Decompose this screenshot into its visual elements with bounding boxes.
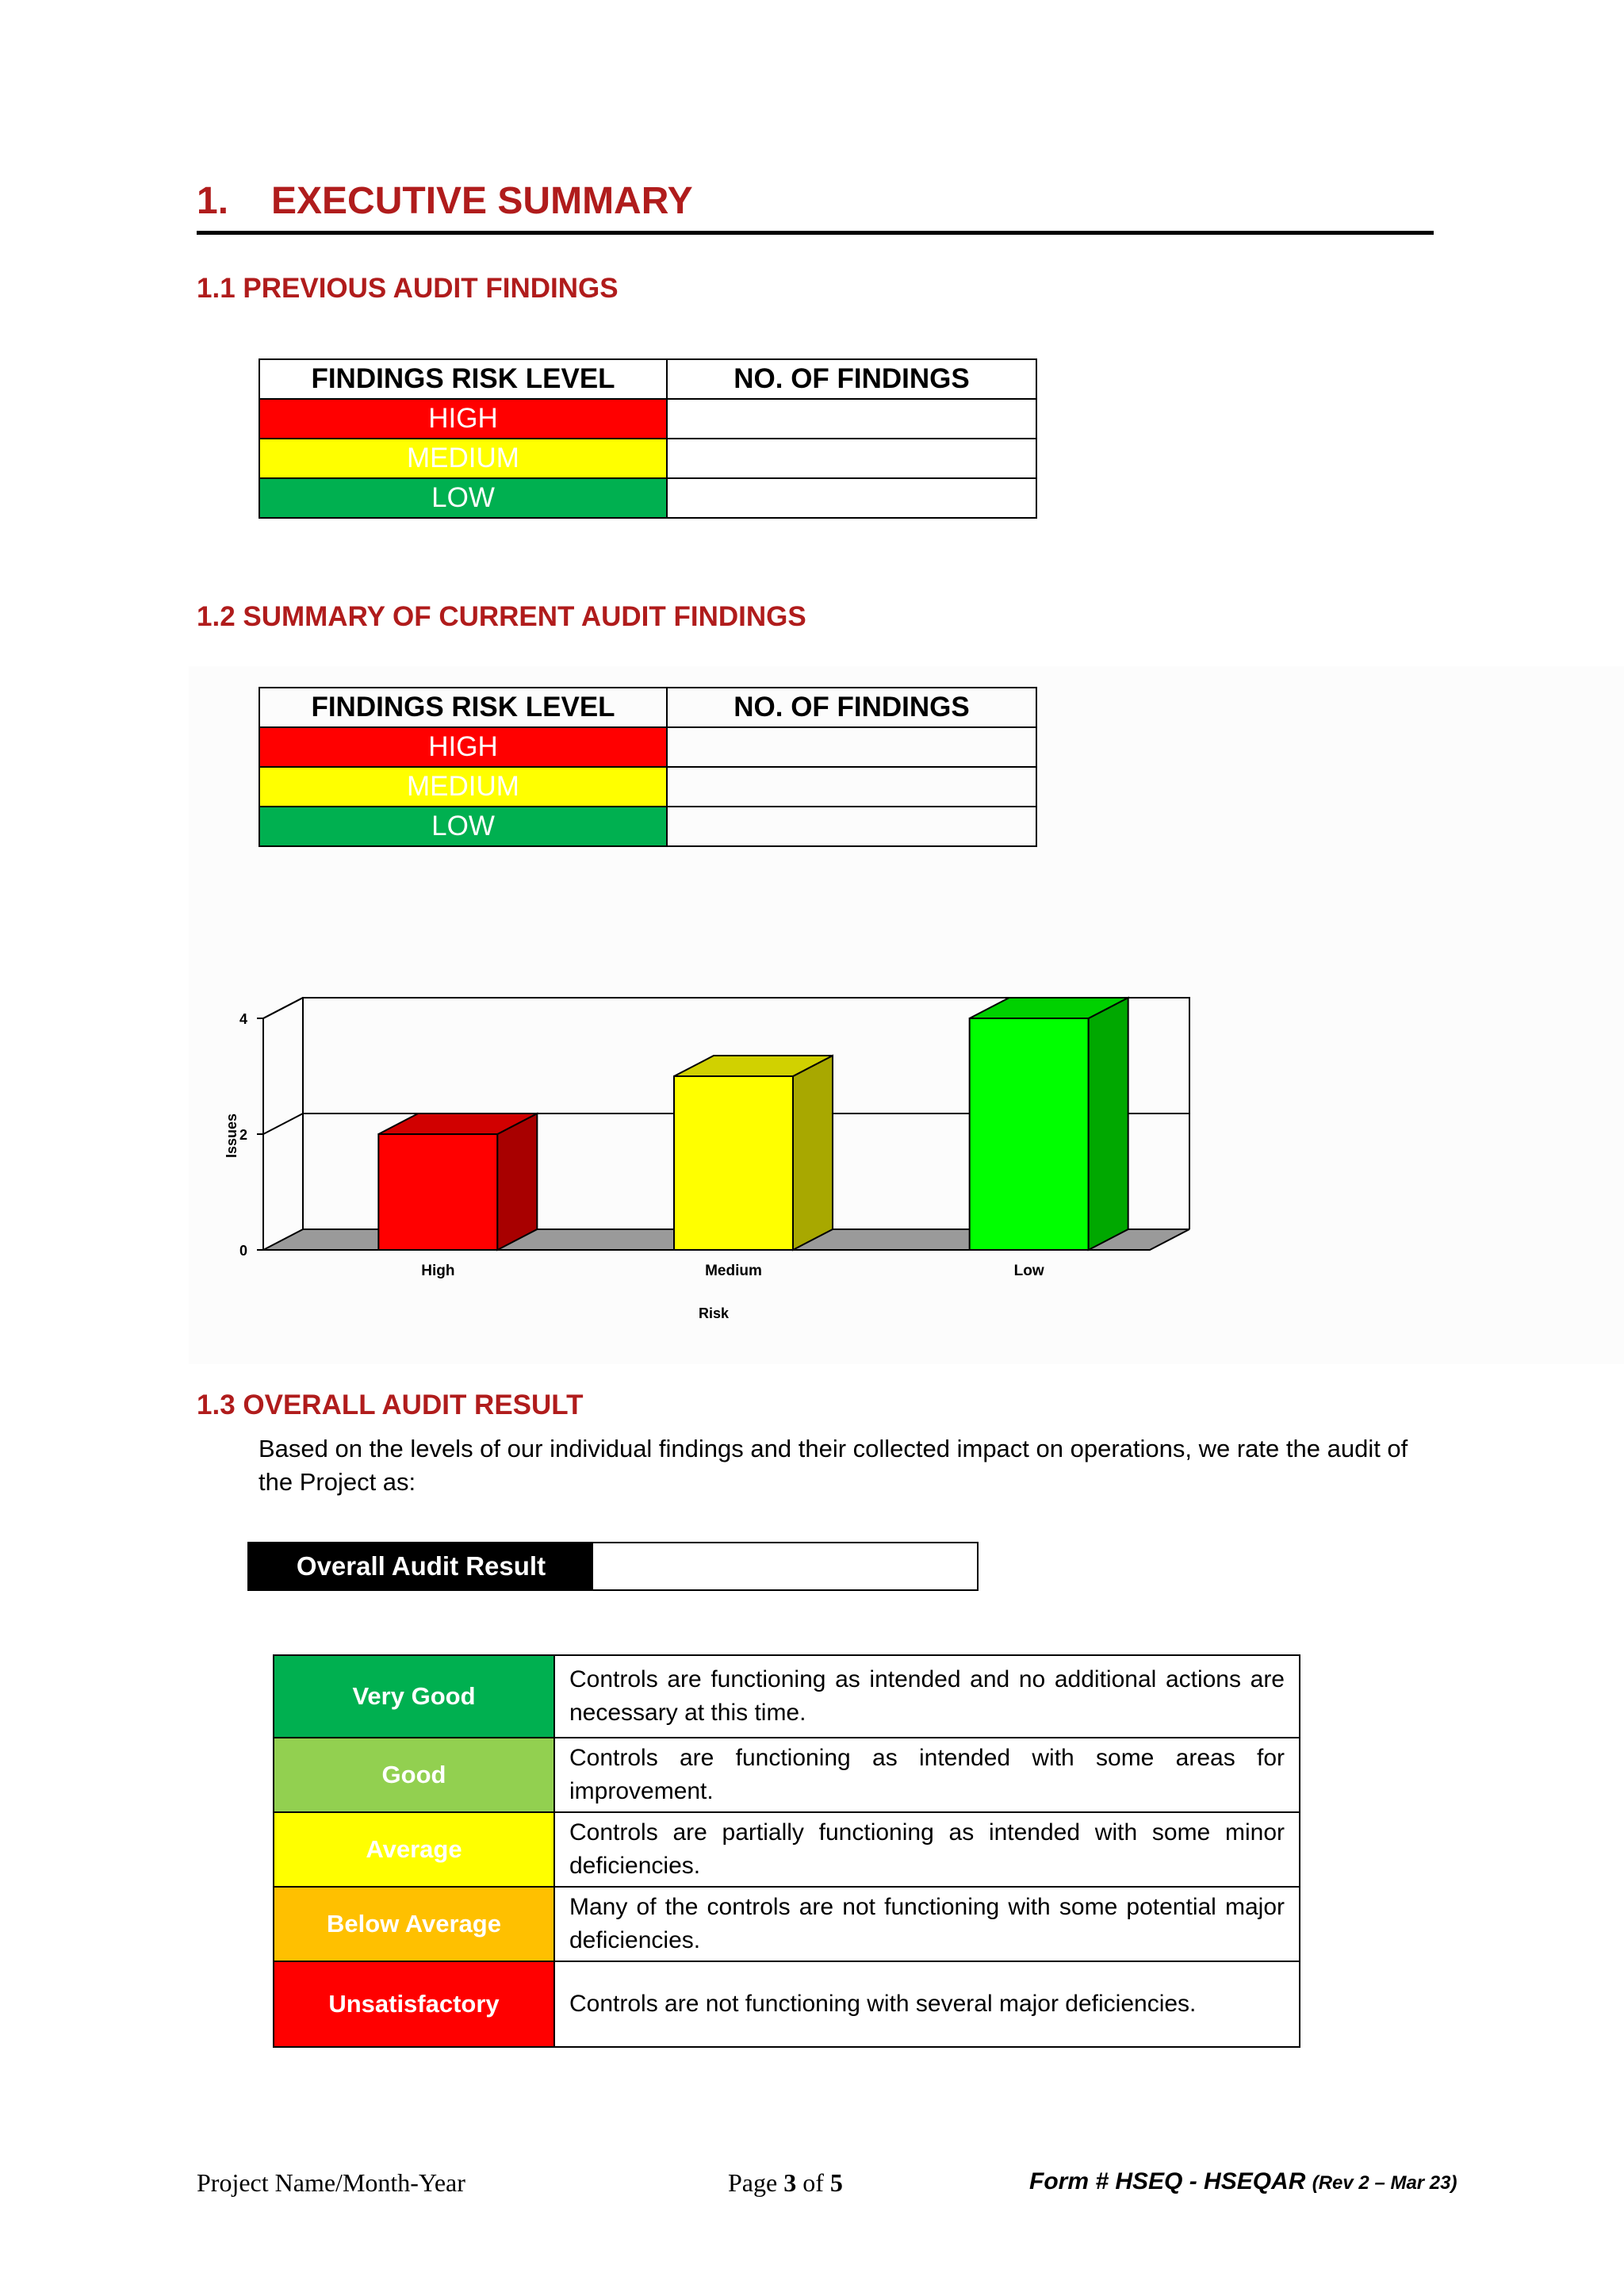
page-total: 5 [829, 2168, 843, 2197]
rating-unsatisfactory: Unsatisfactory [274, 1961, 554, 2047]
chart-bar-front [674, 1076, 793, 1250]
rating-average: Average [274, 1812, 554, 1887]
chart-y-axis-label: Issues [224, 1113, 239, 1159]
risk-level-high: HIGH [259, 727, 667, 767]
chart-bar-side [497, 1114, 537, 1250]
overall-result-value-field[interactable] [593, 1543, 977, 1589]
overall-result-box [247, 1542, 979, 1591]
chart-x-tick-label: High [421, 1263, 455, 1279]
risk-level-medium: MEDIUM [259, 439, 667, 478]
chart-bar-front [970, 1018, 1089, 1250]
chart-bar-side [1089, 998, 1128, 1250]
risk-level-high: HIGH [259, 399, 667, 439]
rating-very-good: Very Good [274, 1655, 554, 1738]
footer-project-name: Project Name/Month-Year [197, 2168, 465, 2197]
rating-row [274, 1812, 1300, 1887]
rating-description: Controls are partially functioning as intended with some minor deficiencies. [554, 1812, 1300, 1887]
header-risk-level: FINDINGS RISK LEVEL [259, 688, 667, 727]
page-of: of [802, 2168, 824, 2197]
footer-form-number [1029, 2168, 1457, 2195]
rating-below-average: Below Average [274, 1887, 554, 1961]
chart-y-tick-label: 4 [239, 1011, 247, 1027]
risk-level-low: LOW [259, 478, 667, 518]
risk-level-medium: MEDIUM [259, 767, 667, 807]
rating-description: Controls are functioning as intended and no additional actions are necessary at this time. [554, 1655, 1300, 1738]
chart-y-tick-label: 2 [239, 1127, 247, 1143]
rating-row [274, 1887, 1300, 1961]
page-current: 3 [783, 2168, 797, 2197]
overall-result-title: 1.3 OVERALL AUDIT RESULT [197, 1389, 584, 1420]
chart-x-axis-label: Risk [698, 1305, 730, 1321]
header-risk-level: FINDINGS RISK LEVEL [259, 359, 667, 399]
current-findings-title: 1.2 SUMMARY OF CURRENT AUDIT FINDINGS [197, 601, 806, 632]
chart-bar-side [793, 1056, 833, 1250]
overall-result-paragraph: Based on the levels of our individual findings and their collected impact on operations, we rate the audit of the Project as: [259, 1435, 1408, 1496]
rating-row [274, 1655, 1300, 1738]
rating-good: Good [274, 1738, 554, 1812]
rating-description: Controls are not functioning with several major deficiencies. [554, 1961, 1300, 2047]
chart-x-tick-label: Low [1013, 1263, 1044, 1279]
form-id: Form # HSEQ - HSEQAR [1029, 2168, 1306, 2194]
header-no-of-findings: NO. OF FINDINGS [667, 359, 1036, 399]
header-no-of-findings: NO. OF FINDINGS [667, 688, 1036, 727]
risk-level-low: LOW [259, 807, 667, 846]
previous-findings-title: 1.1 PREVIOUS AUDIT FINDINGS [197, 273, 619, 304]
chart-x-tick-label: Medium [705, 1263, 762, 1279]
rating-legend-table [273, 1654, 1300, 2048]
section-number: 1. [197, 180, 229, 222]
rating-description: Controls are functioning as intended with some areas for improvement. [554, 1738, 1300, 1812]
rating-description: Many of the controls are not functioning with some potential major deficiencies. [554, 1887, 1300, 1961]
rating-row [274, 1961, 1300, 2047]
footer-page-number [728, 2168, 843, 2198]
form-revision: (Rev 2 – Mar 23) [1312, 2172, 1457, 2194]
page-prefix: Page [728, 2168, 778, 2197]
section-title: EXECUTIVE SUMMARY [271, 180, 693, 222]
chart-y-tick-label: 0 [239, 1243, 247, 1259]
chart-bar-front [378, 1134, 497, 1250]
rating-row [274, 1738, 1300, 1812]
overall-result-label: Overall Audit Result [249, 1543, 593, 1589]
